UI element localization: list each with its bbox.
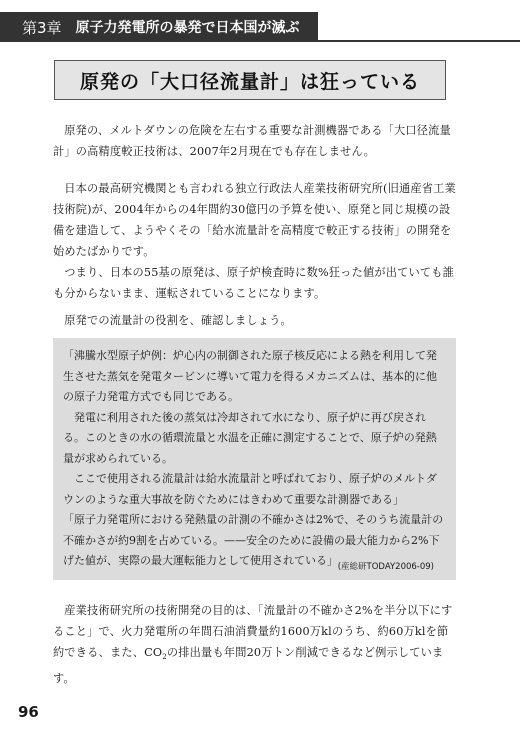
chapter-title: 原子力発電所の暴発で日本国が滅ぶ [75,20,300,36]
page-number: 96 [18,703,39,721]
paragraph-text: 原発での流量計の役割を、確認しましょう。 [64,314,292,327]
paragraph-text: 原発の、メルトダウンの危険を左右する重要な計測機器である「大口径流量計」の高精度較正技術は、2007年2月現在でも存在しません。 [53,124,451,158]
paragraph-2 [53,178,456,304]
subscript-two: 2 [162,653,167,662]
section-title: 原発の「大口径流量計」は狂っている [54,60,446,100]
chapter-label: 第3章 [22,18,62,37]
paragraph-5 [53,600,456,689]
paragraph-text [53,600,456,689]
quote-source: (産総研TODAY2006-09) [337,562,434,572]
quote-paragraph: ここで使用される流量計は給水流量計と呼ばれており、原子炉のメルトダウンのような重大事故を防ぐためにはきわめて重要な計測器である」 [63,472,437,506]
paragraph-4 [53,310,456,331]
header-rule [318,40,520,42]
paragraph-text-part: の排出量も年間20万トン削減できるなど例示しています。 [53,646,444,686]
paragraph-1 [53,120,456,162]
paragraph-text: つまり、日本の55基の原発は、原子炉検査時に数%狂った値が出ていても誰も分からないまま、運転されていることになります。 [53,266,455,300]
quote-paragraph: 「原子力発電所における発熱量の計測の不確かさは2%で、そのうち流量計の不確かさが約9割を占めている。——安全のために設備の最大能力から2%下げた値が、実際の最大運転能力として使用されている」 [63,513,444,567]
paragraph-text-part: 産業技術研究所の技術開発の目的は、「流量計の不確かさ2%を半分以下にすること」で、火力発電所の年間石油消費量約1600万klのうち、約60万klを節約できる、また、CO [53,604,453,659]
chapter-header-bar [0,12,318,42]
quotation-box [53,338,456,580]
quote-paragraph: 「沸騰水型原子炉例：炉心内の制御された原子核反応による熱を利用して発生させた蒸気を発電タービンに導いて電力を得るメカニズムは、基本的に他の原子力発電方式でも同じである。 [63,349,437,403]
paragraph-text: 日本の最高研究機関とも言われる独立行政法人産業技術研究所(旧通産省工業技術院)が、2004年からの4年間約30億円の予算を使い、原発と同じ規模の設備を建造して、ようやくその「給水流量計を高精度で較正する技術」の開発を始めたばかりです。 [53,182,456,258]
quote-paragraph: 発電に利用された後の蒸気は冷却されて水になり、原子炉に再び戻される。このときの水の循環流量と水温を正確に測定することで、原子炉の発熱量が求められている。 [63,410,437,465]
